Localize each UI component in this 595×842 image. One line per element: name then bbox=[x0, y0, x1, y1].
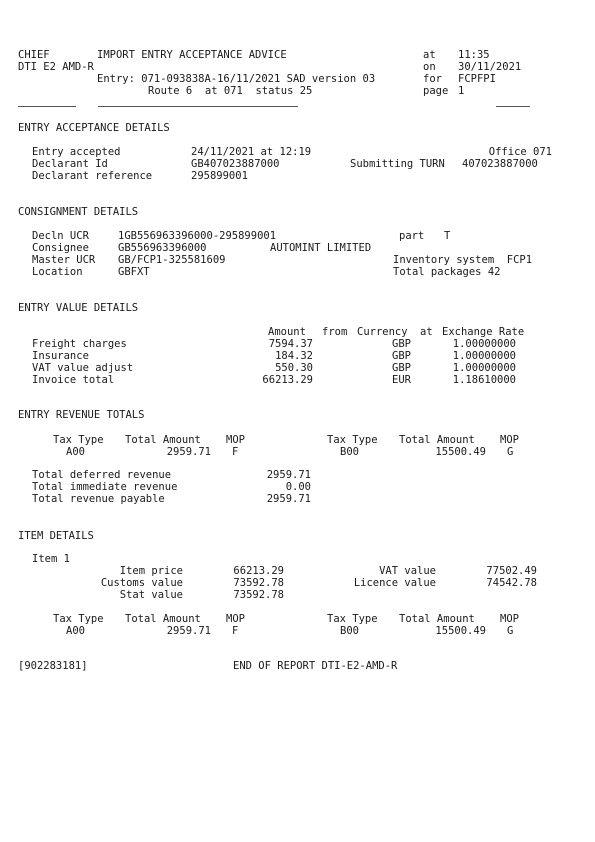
vat-value-label: VAT value bbox=[379, 565, 436, 577]
end-of-report: END OF REPORT DTI-E2-AMD-R bbox=[233, 660, 398, 672]
revenue-mop: F bbox=[232, 446, 239, 458]
row-rate: 1.18610000 bbox=[452, 374, 516, 386]
section-heading-revenue: ENTRY REVENUE TOTALS bbox=[18, 409, 145, 421]
col-header-tax-type: Tax Type bbox=[327, 613, 378, 625]
col-header-mop: MOP bbox=[226, 613, 245, 625]
header-divider bbox=[18, 106, 76, 107]
revenue-tax-type: B00 bbox=[340, 446, 359, 458]
row-label: Invoice total bbox=[32, 374, 115, 386]
entry-accepted-label: Entry accepted bbox=[32, 146, 121, 158]
location-value: GBFXT bbox=[118, 266, 150, 278]
page-number: 1 bbox=[458, 85, 465, 97]
inventory-system: Inventory system FCP1 bbox=[393, 254, 533, 266]
total-deferred-label: Total deferred revenue bbox=[32, 469, 172, 481]
row-amount: 7594.37 bbox=[268, 338, 313, 350]
revenue-amount: 15500.49 bbox=[435, 446, 486, 458]
submitting-turn-label: Submitting TURN bbox=[350, 158, 445, 170]
system-name: CHIEF bbox=[18, 49, 50, 61]
col-header-total-amount: Total Amount bbox=[125, 613, 201, 625]
item-tax-type: B00 bbox=[340, 625, 359, 637]
revenue-mop: G bbox=[507, 446, 514, 458]
total-deferred-value: 2959.71 bbox=[266, 469, 311, 481]
col-header-tax-type: Tax Type bbox=[53, 613, 104, 625]
part-value: T bbox=[444, 230, 451, 242]
revenue-amount: 2959.71 bbox=[166, 446, 211, 458]
row-amount: 184.32 bbox=[275, 350, 313, 362]
date-label: on bbox=[423, 61, 436, 73]
consignee-value: GB556963396000 bbox=[118, 242, 207, 254]
part-label: part bbox=[399, 230, 425, 242]
stat-value-value: 73592.78 bbox=[233, 589, 284, 601]
col-header-at: at bbox=[420, 326, 433, 338]
total-payable-value: 2959.71 bbox=[266, 493, 311, 505]
col-header-mop: MOP bbox=[500, 613, 519, 625]
col-header-mop: MOP bbox=[500, 434, 519, 446]
col-header-total-amount: Total Amount bbox=[125, 434, 201, 446]
row-rate: 1.00000000 bbox=[452, 350, 516, 362]
total-immediate-value: 0.00 bbox=[285, 481, 311, 493]
licence-value-label: Licence value bbox=[353, 577, 436, 589]
section-heading-entry-value: ENTRY VALUE DETAILS bbox=[18, 302, 139, 314]
row-currency: GBP bbox=[392, 362, 411, 374]
section-heading-items: ITEM DETAILS bbox=[18, 530, 94, 542]
section-heading-consignment: CONSIGNMENT DETAILS bbox=[18, 206, 139, 218]
master-ucr-label: Master UCR bbox=[32, 254, 96, 266]
header-divider bbox=[496, 106, 530, 107]
time-label: at bbox=[423, 49, 436, 61]
item-tax-type: A00 bbox=[66, 625, 85, 637]
total-immediate-label: Total immediate revenue bbox=[32, 481, 178, 493]
item-mop: G bbox=[507, 625, 514, 637]
item-mop: F bbox=[232, 625, 239, 637]
row-rate: 1.00000000 bbox=[452, 362, 516, 374]
report-code: DTI E2 AMD-R bbox=[18, 61, 94, 73]
customs-value-value: 73592.78 bbox=[233, 577, 284, 589]
row-currency: EUR bbox=[392, 374, 411, 386]
col-header-total-amount: Total Amount bbox=[399, 613, 475, 625]
report-time: 11:35 bbox=[458, 49, 490, 61]
row-label: VAT value adjust bbox=[32, 362, 134, 374]
page-label: page bbox=[423, 85, 449, 97]
consignee-name: AUTOMINT LIMITED bbox=[270, 242, 372, 254]
row-label: Freight charges bbox=[32, 338, 127, 350]
row-amount: 550.30 bbox=[275, 362, 313, 374]
footer-reference: [902283181] bbox=[18, 660, 88, 672]
consignee-label: Consignee bbox=[32, 242, 89, 254]
for-label: for bbox=[423, 73, 442, 85]
total-payable-label: Total revenue payable bbox=[32, 493, 165, 505]
section-heading-entry-acceptance: ENTRY ACCEPTANCE DETAILS bbox=[18, 122, 170, 134]
col-header-amount: Amount bbox=[268, 326, 306, 338]
decln-ucr-label: Decln UCR bbox=[32, 230, 89, 242]
master-ucr-value: GB/FCP1-325581609 bbox=[118, 254, 226, 266]
col-header-mop: MOP bbox=[226, 434, 245, 446]
location-label: Location bbox=[32, 266, 83, 278]
row-amount: 66213.29 bbox=[262, 374, 313, 386]
item-label: Item 1 bbox=[32, 553, 70, 565]
row-currency: GBP bbox=[392, 338, 411, 350]
entry-accepted-value: 24/11/2021 at 12:19 bbox=[191, 146, 312, 158]
row-currency: GBP bbox=[392, 350, 411, 362]
col-header-tax-type: Tax Type bbox=[53, 434, 104, 446]
declarant-reference-label: Declarant reference bbox=[32, 170, 153, 182]
item-amount: 2959.71 bbox=[166, 625, 211, 637]
licence-value-value: 74542.78 bbox=[486, 577, 537, 589]
vat-value-value: 77502.49 bbox=[486, 565, 537, 577]
item-price-label: Item price bbox=[119, 565, 183, 577]
submitting-turn-value: 407023887000 bbox=[462, 158, 538, 170]
declarant-id-label: Declarant Id bbox=[32, 158, 108, 170]
header-divider bbox=[98, 106, 298, 107]
row-label: Insurance bbox=[32, 350, 89, 362]
row-rate: 1.00000000 bbox=[452, 338, 516, 350]
col-header-tax-type: Tax Type bbox=[327, 434, 378, 446]
col-header-total-amount: Total Amount bbox=[399, 434, 475, 446]
entry-line: Entry: 071-093838A-16/11/2021 SAD version 03 bbox=[97, 73, 376, 85]
customs-value-label: Customs value bbox=[100, 577, 183, 589]
declarant-reference-value: 295899001 bbox=[191, 170, 248, 182]
total-packages: Total packages 42 bbox=[393, 266, 501, 278]
for-value: FCPFPI bbox=[458, 73, 496, 85]
declarant-id-value: GB407023887000 bbox=[191, 158, 280, 170]
item-amount: 15500.49 bbox=[435, 625, 486, 637]
col-header-exchange-rate: Exchange Rate bbox=[442, 326, 525, 338]
route-line: Route 6 at 071 status 25 bbox=[148, 85, 313, 97]
col-header-currency: Currency bbox=[357, 326, 408, 338]
stat-value-label: Stat value bbox=[119, 589, 183, 601]
item-price-value: 66213.29 bbox=[233, 565, 284, 577]
decln-ucr-value: 1GB556963396000-295899001 bbox=[118, 230, 277, 242]
revenue-tax-type: A00 bbox=[66, 446, 85, 458]
col-header-from: from bbox=[322, 326, 348, 338]
report-title: IMPORT ENTRY ACCEPTANCE ADVICE bbox=[97, 49, 287, 61]
report-date: 30/11/2021 bbox=[458, 61, 522, 73]
office: Office 071 bbox=[488, 146, 552, 158]
